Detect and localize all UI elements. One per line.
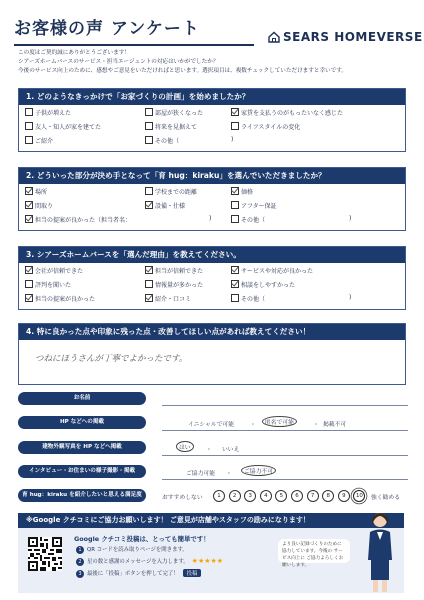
q3-option[interactable] [231, 266, 313, 275]
q2-option[interactable] [145, 201, 185, 210]
scale-option-4[interactable]: 4 [260, 490, 272, 502]
checkbox[interactable] [145, 136, 153, 144]
q3-other-close: ) [349, 294, 352, 301]
step-number: 2 [76, 558, 84, 566]
q3-option[interactable] [145, 280, 203, 289]
scale-option-5[interactable]: 5 [275, 490, 287, 502]
question-3-section [18, 246, 406, 310]
checkbox[interactable] [145, 201, 153, 209]
scale-option-1[interactable]: 1 [213, 490, 225, 502]
google-step-1 [76, 545, 188, 554]
checkbox[interactable] [231, 187, 239, 195]
photo-option-no[interactable]: いいえ [222, 447, 240, 453]
checkbox[interactable] [145, 294, 153, 302]
hp-label: HP などへの掲載 [18, 416, 146, 429]
option-label: 担当の提案が良かった（担当者名： [35, 217, 132, 224]
option-label: その他（ [241, 296, 266, 303]
checkbox[interactable] [25, 215, 33, 223]
scale-option-7[interactable]: 7 [307, 490, 319, 502]
checkbox[interactable] [25, 294, 33, 302]
google-step-2 [76, 557, 223, 566]
checkbox[interactable] [145, 280, 153, 288]
checkbox[interactable] [231, 108, 239, 116]
google-subtitle: Google クチコミ投稿は、とっても簡単です！ [74, 535, 210, 543]
option-label: ライフスタイルの変化 [241, 124, 301, 131]
interview-option-yes[interactable]: ご協力可能 [186, 471, 215, 477]
q2-option[interactable] [231, 201, 277, 210]
option-label: 情報量が多かった [155, 282, 204, 289]
photo-sep: ・ [206, 447, 212, 453]
option-label: その他（ [241, 217, 266, 224]
checkbox[interactable] [25, 122, 33, 130]
checkbox[interactable] [145, 122, 153, 130]
staff-illustration-icon [360, 508, 400, 594]
freeform-comment[interactable]: つねにほうさんが丁寧でよかったです。 [35, 354, 188, 364]
checkbox[interactable] [231, 294, 239, 302]
checkbox[interactable] [25, 201, 33, 209]
house-logo-icon [268, 31, 280, 43]
selected-circle: ご協力不可 [241, 465, 276, 476]
checkbox[interactable] [25, 187, 33, 195]
photo-line [162, 455, 408, 456]
q3-option[interactable] [231, 280, 295, 289]
checkbox[interactable] [25, 136, 33, 144]
interview-sep: ・ [226, 471, 232, 477]
title-underline [14, 44, 254, 46]
option-label: サービスや対応が良かった [241, 268, 314, 275]
question-3-heading: 3. シアーズホームバースを「選んだ理由」を教えてください。 [19, 247, 405, 263]
q1-option[interactable] [25, 122, 101, 131]
step-text: 星の数と感謝のメッセージを入力します。 [87, 559, 189, 565]
photo-option-yes[interactable] [176, 441, 194, 452]
scale-option-6[interactable]: 6 [291, 490, 303, 502]
option-label: 担当が信頼できた [155, 268, 204, 275]
google-step-3 [76, 569, 201, 578]
page-title: お客様の声 アンケート [14, 19, 200, 39]
scale-option-2[interactable]: 2 [229, 490, 241, 502]
option-label: 担当の提案が良かった [35, 296, 96, 303]
q1-option[interactable] [145, 108, 203, 117]
q2-option[interactable] [25, 187, 47, 196]
q3-option[interactable] [145, 294, 191, 303]
option-label: 部屋が狭くなった [155, 110, 204, 117]
recommend-high-label: 強く勧める [371, 495, 400, 501]
checkbox[interactable] [145, 187, 153, 195]
q3-option[interactable] [145, 266, 203, 275]
scale-option-8[interactable]: 8 [322, 490, 334, 502]
q1-option[interactable] [231, 122, 300, 131]
q1-option[interactable] [145, 122, 197, 131]
checkbox[interactable] [25, 108, 33, 116]
hp-line [162, 430, 408, 431]
name-input-line[interactable] [162, 405, 408, 406]
q1-option[interactable] [231, 108, 343, 117]
hp-sep: ・ [250, 422, 256, 428]
step-text: 最後に「投稿」ボタンを押して完了！ [87, 571, 179, 577]
star-rating-icon: ★★★★★ [191, 557, 224, 565]
scale-option-10[interactable]: 10 [353, 490, 365, 502]
checkbox[interactable] [145, 108, 153, 116]
q1-option[interactable] [25, 136, 53, 145]
q2-option[interactable] [145, 187, 197, 196]
option-label: アフター保証 [241, 203, 277, 210]
q2-other-close: ) [349, 215, 352, 222]
scale-option-3[interactable]: 3 [244, 490, 256, 502]
interview-option-no[interactable] [241, 465, 276, 476]
hp-sep: ・ [313, 422, 319, 428]
option-label: 場所 [35, 189, 48, 196]
q2-option[interactable] [25, 215, 131, 224]
step-text: QR コードを読み取りページを開きます。 [87, 547, 188, 553]
checkbox[interactable] [231, 201, 239, 209]
interview-line [162, 479, 408, 480]
option-label: ご紹介 [35, 138, 54, 145]
option-label: 家賃を支払うのがもったいなく感じた [241, 110, 344, 117]
q1-option[interactable] [145, 136, 179, 145]
q2-option[interactable] [25, 201, 53, 210]
q3-option[interactable] [231, 294, 265, 303]
qr-code-icon [28, 537, 62, 571]
selected-circle: 匿名で可能 [262, 416, 297, 427]
question-2-section [18, 167, 406, 231]
intro-line-2: シアーズホームバースのサービス・担当エージェントの対応はいかがでしたか？ [18, 59, 219, 65]
recommend-label: 育 hug：kiraku を紹介したいと思える満足度 [18, 489, 146, 502]
option-label: 友人・知人が家を建てた [35, 124, 102, 131]
hp-option-none[interactable]: 掲載不可 [323, 422, 347, 428]
hp-option-anonymous[interactable] [262, 416, 297, 427]
intro-line-1: この度はご契約誠にありがとうございます！ [18, 50, 130, 56]
option-label: 相談をしやすかった [241, 282, 296, 289]
option-label: 間取り [35, 203, 54, 210]
q3-option[interactable] [25, 266, 83, 275]
q1-option[interactable] [25, 108, 71, 117]
option-label: 子供が増えた [35, 110, 72, 117]
step-number: 1 [76, 546, 84, 554]
option-label: 紹介・口コミ [155, 296, 192, 303]
speech-bubble: より良い記録づくりのために 協力しています。今後の サービス向上に ご協力よろしくお願いします。 [278, 539, 350, 563]
option-label: 学校までの距離 [155, 189, 198, 196]
q3-option[interactable] [25, 280, 71, 289]
selected-circle: はい [176, 441, 194, 452]
question-1-section [18, 88, 406, 152]
option-label: 評判を聞いた [35, 282, 72, 289]
name-label: お名前 [18, 392, 146, 405]
checkbox[interactable] [25, 280, 33, 288]
question-2-heading: 2. どういった部分が決め手となって「育 hug：kiraku」を選んでいただきましたか？ [19, 168, 405, 184]
brand-logo [268, 30, 423, 44]
hp-option-initial[interactable]: イニシャルで可能 [188, 422, 235, 428]
q2-option[interactable] [231, 187, 253, 196]
intro-line-3: 今後のサービス向上のために、感想やご意見をいただければと思います。選択項目は、複数チェックしていただけますと幸いです。 [18, 68, 347, 74]
option-label: 将来を見据えて [155, 124, 198, 131]
checkbox[interactable] [231, 215, 239, 223]
question-4-section [18, 323, 406, 385]
q2-option[interactable] [231, 215, 265, 224]
step-number: 3 [76, 570, 84, 578]
q3-option[interactable] [25, 294, 95, 303]
photo-label: 建物外観写真を HP などへ掲載 [18, 441, 146, 454]
q1-other-close: ) [231, 136, 234, 143]
checkbox[interactable] [145, 266, 153, 274]
option-label: 設備・仕様 [155, 203, 186, 210]
option-label: 価格 [241, 189, 254, 196]
question-4-heading: 4. 特に良かった点や印象に残った点・改善してほしい点があれば教えてください！ [19, 324, 405, 340]
qr-code[interactable] [28, 537, 62, 571]
recommend-low-label: おすすめしない [162, 495, 203, 501]
checkbox[interactable] [231, 280, 239, 288]
google-review-heading: ※Google クチコミにご協力お願いします！ ご意見が店舗やスタッフの励みになります！ [18, 513, 404, 528]
checkbox[interactable] [231, 122, 239, 130]
q2-staff-close: ) [209, 215, 212, 222]
checkbox[interactable] [25, 266, 33, 274]
brand-name: SEARS HOMEVERSE [283, 30, 423, 44]
post-button[interactable]: 投稿 [183, 569, 202, 577]
checkbox[interactable] [231, 266, 239, 274]
option-label: 会社が信頼できた [35, 268, 84, 275]
option-label: その他（ [155, 138, 180, 145]
interview-label: インタビュー・お住まいの様子撮影・掲載 [18, 465, 146, 478]
scale-option-9[interactable]: 9 [338, 490, 350, 502]
question-1-heading: 1. どのようなきっかけで「お家づくりの計画」を始めましたか？ [19, 89, 405, 105]
